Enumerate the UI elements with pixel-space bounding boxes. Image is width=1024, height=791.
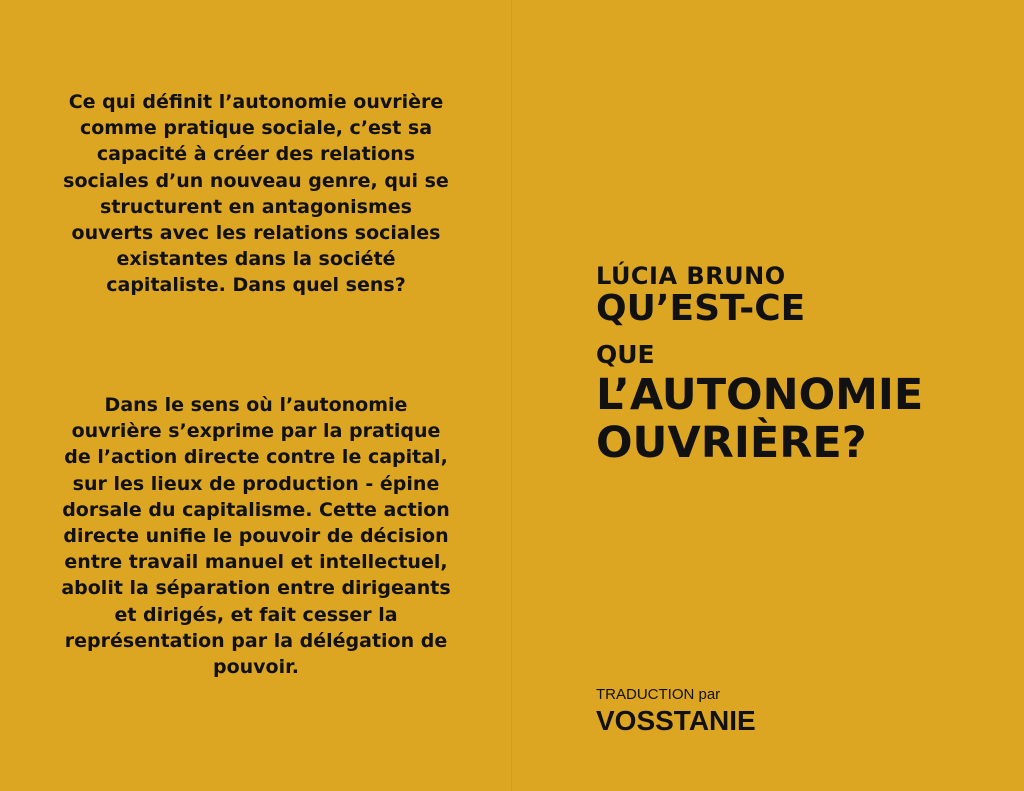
title-line-4: OUVRIÈRE? — [596, 418, 867, 468]
back-cover — [0, 0, 511, 791]
back-cover-paragraph-2: Dans le sens où l’autonomie ouvrière s’exprime par la pratique de l’action directe contre le capital, sur les lieux de production - épine dorsale du capitalisme. Cette action directe unifie le pouvoir de décision entre travail manuel et intellectuel, abolit la séparation entre dirigeants et dirigés, et fait cesser la représentation par la délégation de pouvoir. — [61, 394, 451, 679]
translator-name: VOSSTANIE — [596, 705, 756, 736]
title-line-3: L’AUTONOMIE — [596, 370, 924, 420]
author-name: LÚCIA BRUNO — [596, 262, 786, 290]
title-line-1: QU’EST-CE — [596, 288, 806, 329]
back-cover-paragraph-1: Ce qui définit l’autonomie ouvrière comme pratique sociale, c’est sa capacité à créer des relations sociales d’un nouveau genre, qui se structurent en antagonismes ouverts avec les relations sociales existantes dans la société capitaliste. Dans quel sens? — [63, 91, 449, 297]
front-cover — [512, 0, 1024, 791]
title-line-2: QUE — [596, 340, 655, 369]
translation-label: TRADUCTION par — [596, 686, 721, 703]
